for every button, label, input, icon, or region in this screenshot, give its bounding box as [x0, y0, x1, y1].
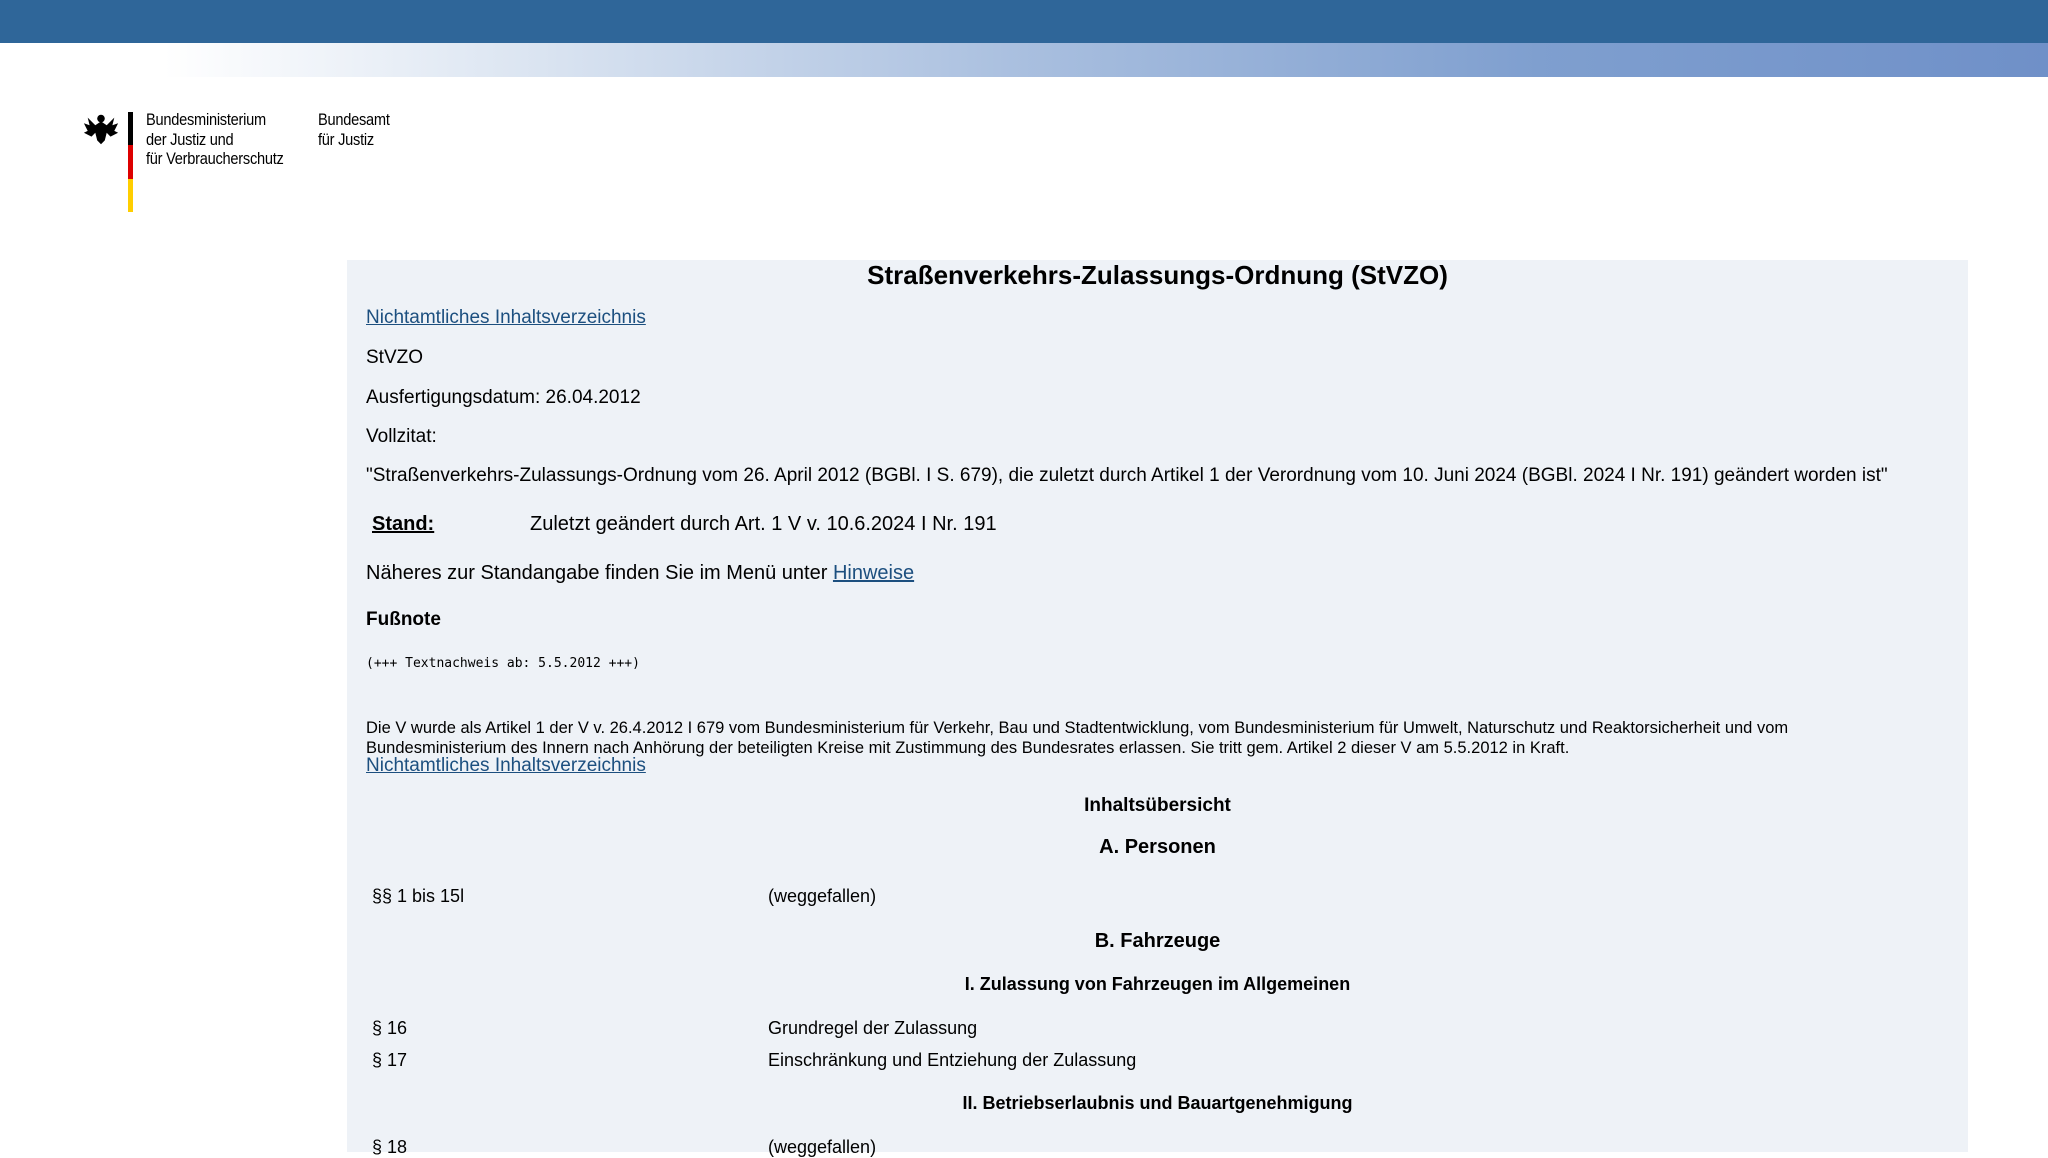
- stand-value: Zuletzt geändert durch Art. 1 V v. 10.6.2024 I Nr. 191: [530, 513, 997, 535]
- ministry-name: Bundesministerium der Justiz und für Verbraucherschutz: [146, 110, 284, 168]
- toc-link-bottom[interactable]: Nichtamtliches Inhaltsverzeichnis: [366, 755, 646, 776]
- subsection-b1-heading: I. Zulassung von Fahrzeugen im Allgemeinen: [964, 974, 1351, 994]
- toc-row-a1-desc: (weggefallen): [768, 886, 877, 906]
- toc-row-a1-num: §§ 1 bis 15l: [372, 886, 465, 906]
- overview-heading: Inhaltsübersicht: [1084, 795, 1231, 816]
- standangabe-note: [366, 562, 914, 584]
- flag-bar: [128, 112, 133, 212]
- header-gradient-band: [0, 43, 2048, 77]
- textnachweis: (+++ Textnachweis ab: 5.5.2012 +++): [366, 656, 640, 671]
- subsection-b2-heading: II. Betriebserlaubnis und Bauartgenehmigung: [962, 1093, 1353, 1113]
- office-name: Bundesamt für Justiz: [318, 110, 390, 149]
- erlass-paragraph: [366, 718, 1926, 758]
- toc-row-b2-desc: Einschränkung und Entziehung der Zulassung: [768, 1050, 1137, 1070]
- vollzitat-label: Vollzitat:: [366, 426, 437, 447]
- page-title: Straßenverkehrs-Zulassungs-Ordnung (StVZO): [867, 260, 1448, 290]
- toc-row-b3-num: § 18: [372, 1137, 408, 1157]
- standangabe-text: Näheres zur Standangabe finden Sie im Menü unter: [366, 562, 833, 584]
- section-b-heading: B. Fahrzeuge: [1094, 930, 1221, 952]
- toc-row-b3-desc: (weggefallen): [768, 1137, 877, 1157]
- toc-row-b1-num: § 16: [372, 1018, 408, 1038]
- toc-row-b1-desc: Grundregel der Zulassung: [768, 1018, 978, 1038]
- erlass-line-1: Die V wurde als Artikel 1 der V v. 26.4.2012 I 679 vom Bundesministerium für Verkehr, Bau und Stadtentwicklung, vom Bundesministerium für Umwelt, Naturschutz und Reaktorsicherheit und vom: [366, 719, 1789, 737]
- ausfertigungsdatum: Ausfertigungsdatum: 26.04.2012: [366, 387, 641, 408]
- toc-row-b2-num: § 17: [372, 1050, 408, 1070]
- federal-eagle-icon: [82, 110, 120, 148]
- bmjv-bfj-logo[interactable]: [82, 110, 412, 210]
- toc-link-top[interactable]: Nichtamtliches Inhaltsverzeichnis: [366, 307, 646, 328]
- fussnote-heading: Fußnote: [366, 609, 441, 630]
- abbreviation: StVZO: [366, 347, 424, 368]
- erlass-line-2: Bundesministerium des Innern nach Anhörung der beteiligten Kreise mit Zustimmung des Bundesrates erlassen. Sie tritt gem. Artikel 2 dieser V am 5.5.2012 in Kraft.: [366, 739, 1570, 757]
- vollzitat-text: "Straßenverkehrs-Zulassungs-Ordnung vom 26. April 2012 (BGBl. I S. 679), die zuletzt durch Artikel 1 der Verordnung vom 10. Juni 2024 (BGBl. 2024 I Nr. 191) geändert worden ist": [366, 465, 1888, 486]
- stand-label: Stand:: [372, 513, 435, 535]
- hinweise-link[interactable]: Hinweise: [832, 562, 915, 584]
- top-header-bar: [0, 0, 2048, 43]
- section-a-heading: A. Personen: [1099, 836, 1216, 858]
- document-panel: [347, 260, 1968, 1157]
